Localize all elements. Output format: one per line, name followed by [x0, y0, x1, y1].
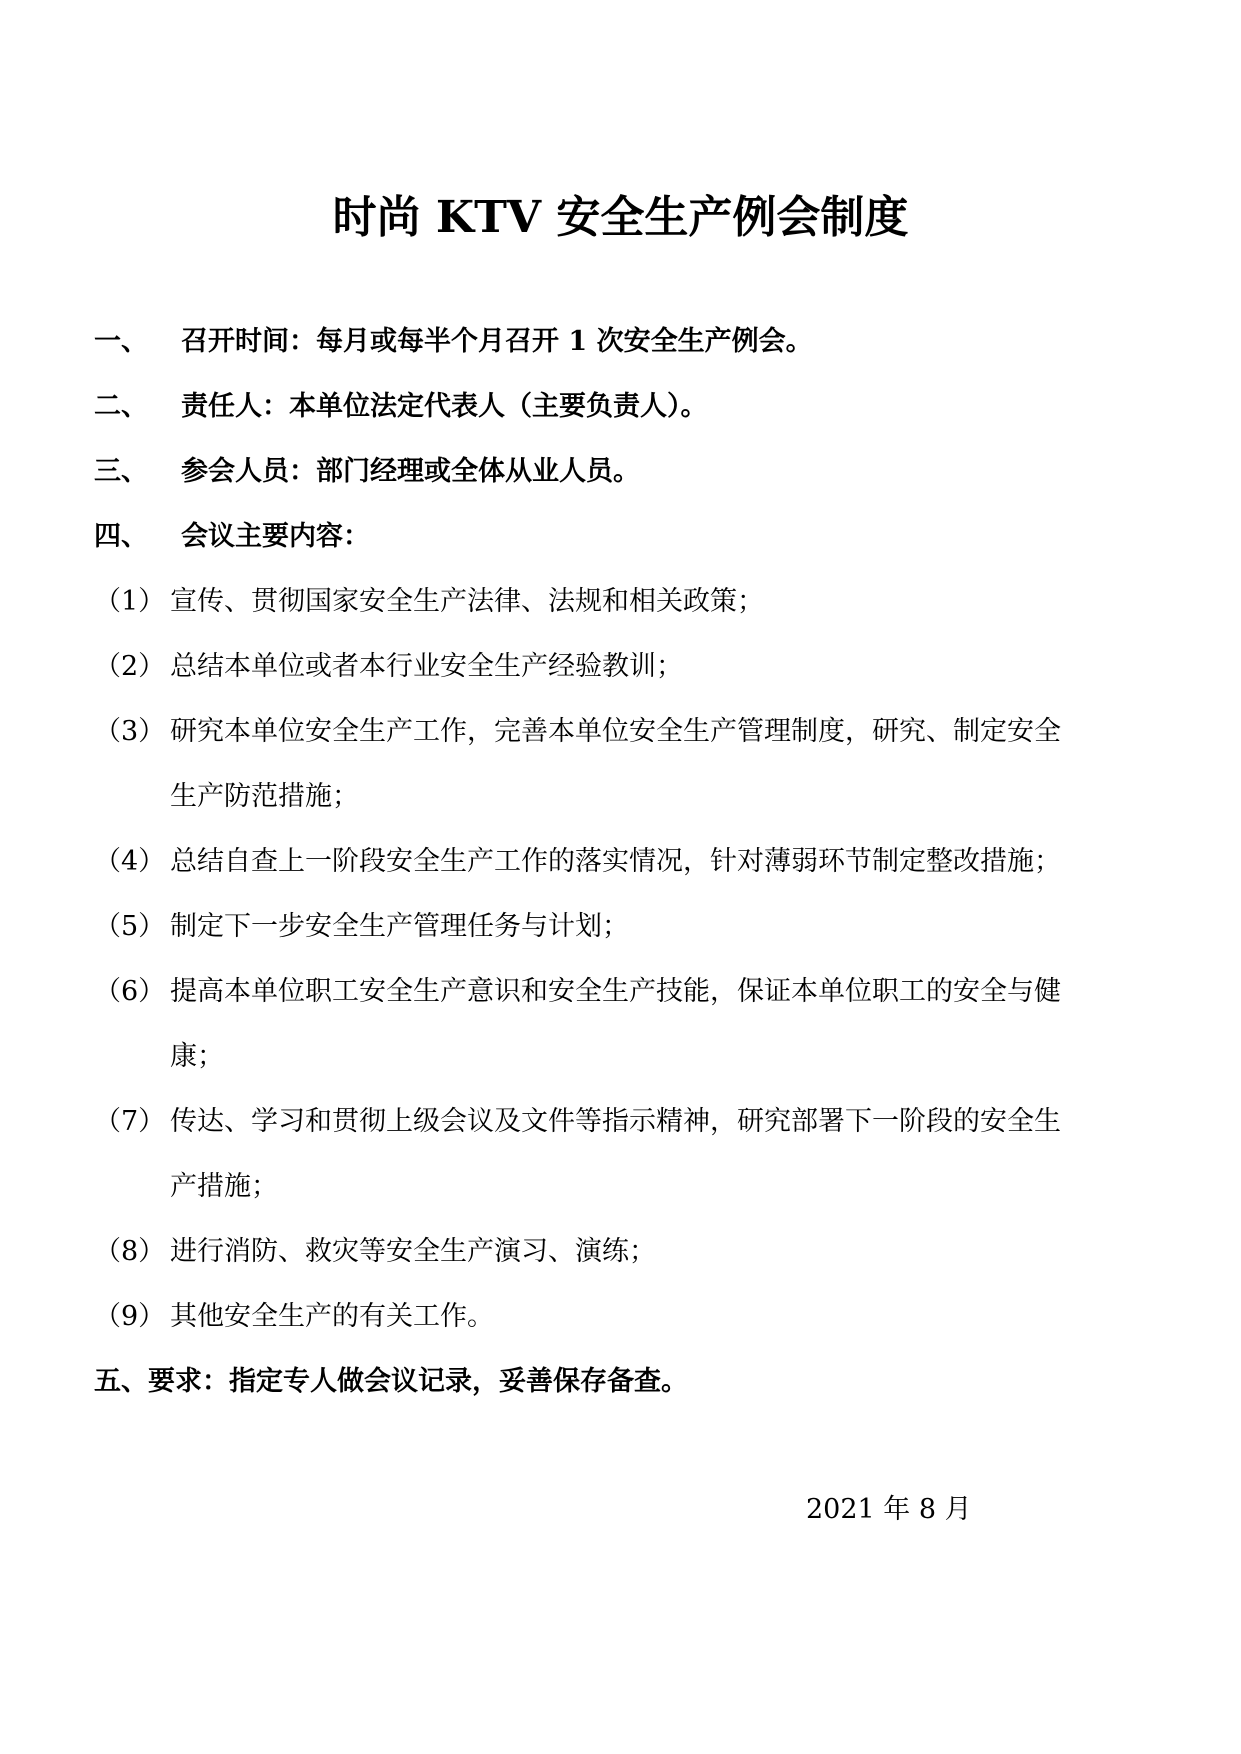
section-2-marker: 二、 — [94, 391, 148, 422]
list-item-text: 其他安全生产的有关工作。 — [170, 1301, 494, 1332]
list-item-marker: （7） — [94, 1106, 166, 1137]
section-4-text: 会议主要内容： — [181, 521, 370, 552]
list-item-text: 康； — [170, 1041, 224, 1072]
list-item-marker: （9） — [94, 1301, 166, 1332]
list-item-text: 制定下一步安全生产管理任务与计划； — [170, 911, 629, 942]
list-item-marker: （5） — [94, 911, 166, 942]
list-item-text: 传达、学习和贯彻上级会议及文件等指示精神，研究部署下一阶段的安全生 — [170, 1106, 1061, 1137]
list-item-marker: （1） — [94, 586, 166, 617]
section-2-text: 责任人：本单位法定代表人（主要负责人）。 — [181, 391, 708, 422]
list-item-marker: （6） — [94, 976, 166, 1007]
list-item-text: 总结自查上一阶段安全生产工作的落实情况，针对薄弱环节制定整改措施； — [170, 846, 1061, 877]
list-item-marker: （2） — [94, 651, 166, 682]
section-3-text: 参会人员：部门经理或全体从业人员。 — [181, 456, 640, 487]
list-item-text: 产措施； — [170, 1171, 278, 1202]
document-title: 时尚 KTV 安全生产例会制度 — [332, 192, 909, 243]
section-3-marker: 三、 — [94, 456, 148, 487]
list-item-marker: （3） — [94, 716, 166, 747]
requirement-line: 五、要求：指定专人做会议记录，妥善保存备查。 — [94, 1366, 688, 1397]
section-4-marker: 四、 — [94, 521, 148, 552]
section-1-text: 召开时间：每月或每半个月召开 1 次安全生产例会。 — [181, 326, 813, 357]
list-item-marker: （8） — [94, 1236, 166, 1267]
list-item-text: 宣传、贯彻国家安全生产法律、法规和相关政策； — [170, 586, 764, 617]
document-date: 2021 年 8 月 — [806, 1494, 972, 1525]
list-item-text: 进行消防、救灾等安全生产演习、演练； — [170, 1236, 656, 1267]
list-item-text: 生产防范措施； — [170, 781, 359, 812]
list-item-text: 提高本单位职工安全生产意识和安全生产技能，保证本单位职工的安全与健 — [170, 976, 1061, 1007]
list-item-marker: （4） — [94, 846, 166, 877]
section-1-marker: 一、 — [94, 326, 148, 357]
list-item-text: 总结本单位或者本行业安全生产经验教训； — [170, 651, 683, 682]
list-item-text: 研究本单位安全生产工作，完善本单位安全生产管理制度，研究、制定安全 — [170, 716, 1061, 747]
